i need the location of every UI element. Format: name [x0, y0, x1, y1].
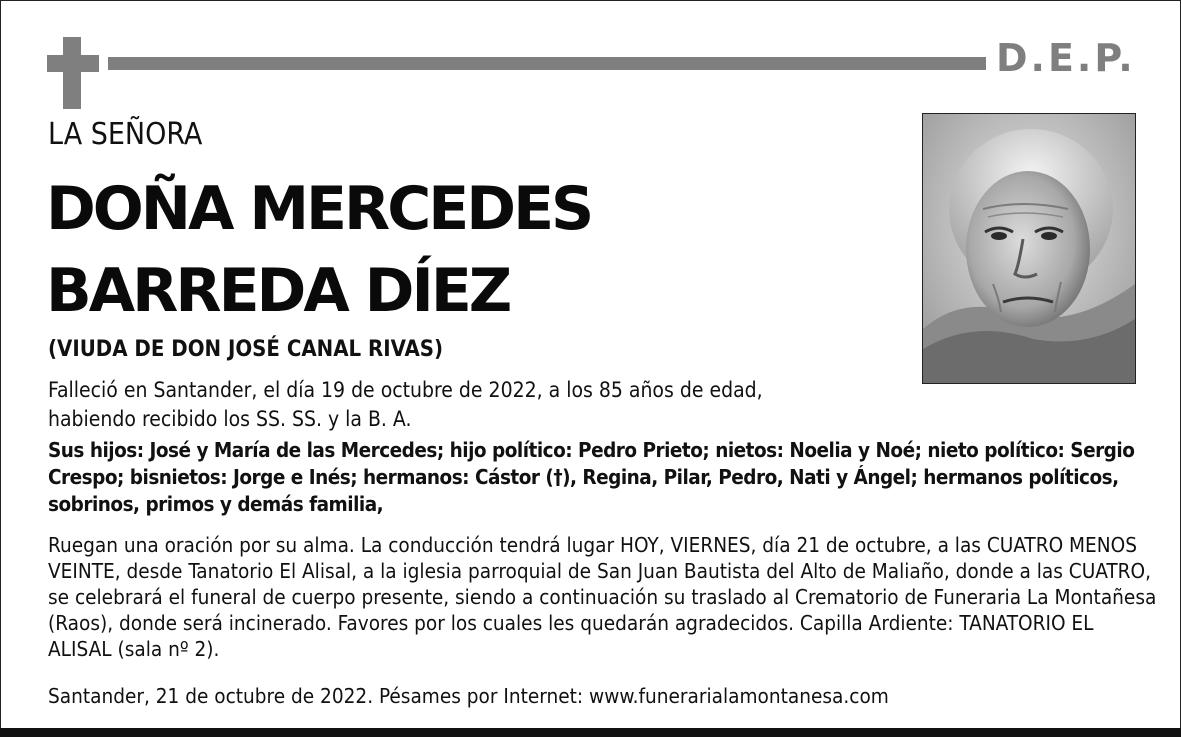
- dep-label: D.E.P.: [996, 36, 1136, 80]
- death-notice-line1: Falleció en Santander, el día 19 de octubre de 2022, a los 85 años de edad,: [48, 378, 763, 402]
- death-notice-line2: habiendo recibido los SS. SS. y la B. A.: [48, 407, 412, 431]
- honorific-prefix: LA SEÑORA: [48, 117, 203, 152]
- cross-icon: [63, 37, 81, 109]
- cross-icon-bar: [47, 55, 99, 72]
- ceremony-details: Ruegan una oración por su alma. La conducción tendrá lugar HOY, VIERNES, día 21 de octubre, a las CUATRO MENOS VEINTE, desde Tanatorio El Alisal, a la iglesia parroquial de San Juan Bautista del Alto de Maliaño, donde a las CUATRO, se celebrará el funeral de cuerpo presente, siendo a continuación su traslado al Crematorio de Funeraria La Montañesa (Raos), donde será incinerado. Favores por los cuales les quedarán agradecidos. Capilla Ardiente: TANATORIO EL ALISAL (sala nº 2).: [48, 533, 1157, 661]
- death-notice: [48, 376, 763, 434]
- portrait-photo-icon: [923, 114, 1135, 383]
- portrait-photo: [922, 113, 1136, 384]
- footer-line: Santander, 21 de octubre de 2022. Pésames por Internet: www.funerarialamontanesa.com: [48, 684, 889, 708]
- bottom-rule: [0, 728, 1181, 737]
- deceased-name-line1: DOÑA MERCEDES: [46, 174, 592, 244]
- widow-of-line: (VIUDA DE DON JOSÉ CANAL RIVAS): [48, 337, 444, 362]
- deceased-name: [46, 168, 591, 332]
- family-list: Sus hijos: José y María de las Mercedes; hijo político: Pedro Prieto; nietos: Noelia y Noé; nieto político: Sergio Crespo; bisnietos: Jorge e Inés; hermanos: Cástor (†), Regina, Pilar, Pedro, Nati y Ángel; hermanos políticos, sobrinos, primos y demás familia,: [48, 438, 1135, 516]
- header-rule: [108, 57, 986, 70]
- deceased-name-line2: BARREDA DÍEZ: [46, 256, 510, 326]
